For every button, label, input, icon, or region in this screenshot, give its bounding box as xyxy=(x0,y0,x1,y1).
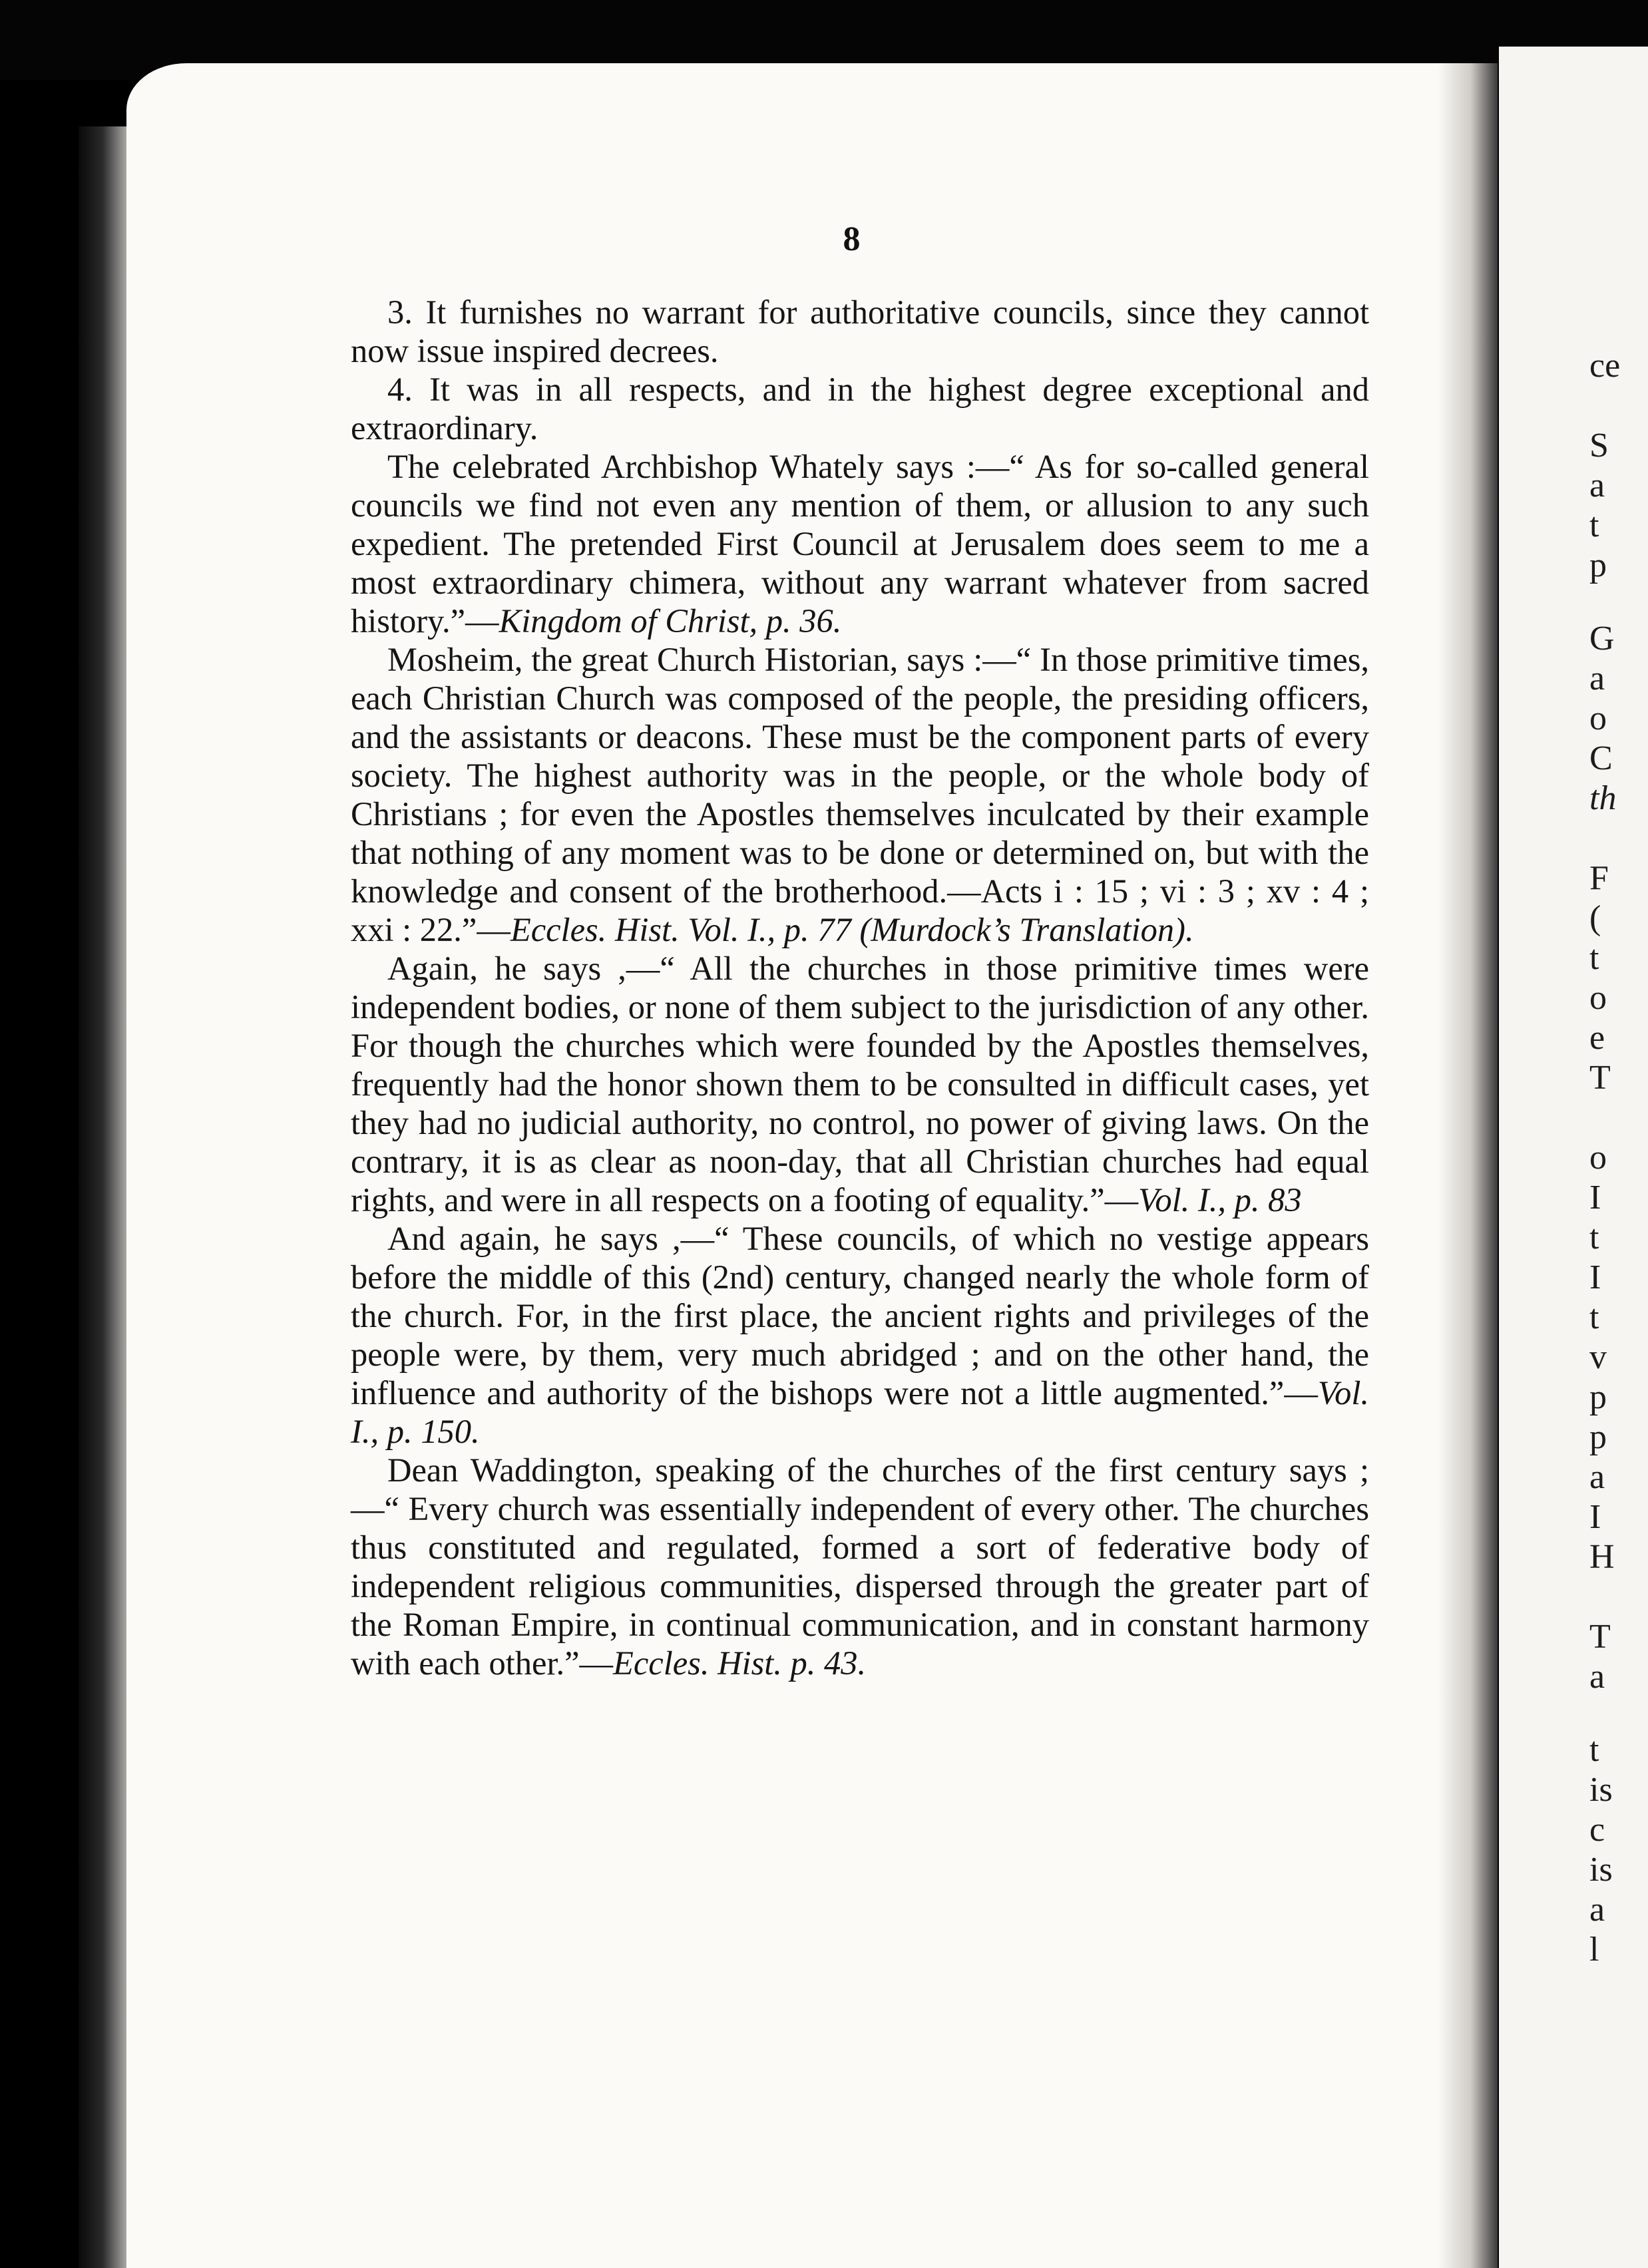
facing-page-letter: a xyxy=(1589,1891,1605,1929)
paragraph: 3. It furnishes no warrant for authoritative councils, since they cannot now issue inspired decrees. xyxy=(351,293,1369,369)
facing-page-letter: t xyxy=(1589,939,1599,977)
facing-page-letter: a xyxy=(1589,660,1605,697)
facing-page-letter: I xyxy=(1589,1258,1601,1296)
facing-page-letter: I xyxy=(1589,1179,1601,1217)
facing-page-letter: C xyxy=(1589,739,1613,777)
paragraph: Dean Waddington, speaking of the churches of the first century says ;—“ Every church was essentially independent of every other. The churches thus constituted and regulated, formed a sort of federative body of independent religious communities, dispersed through the greater part of the Roman Empire, in continual communication, and in constant harmony with each other.”—Eccles. Hist. p. 43. xyxy=(351,1451,1369,1682)
page-number: 8 xyxy=(843,220,861,258)
facing-page-letter: l xyxy=(1589,1931,1599,1969)
facing-page-letter: p xyxy=(1589,546,1607,584)
paragraph: The celebrated Archbishop Whately says :—“ As for so-called general councils we find not even any mention of them, or allusion to any such expedient. The pretended First Council at Jerusalem does seem to me a most extraordinary chimera, without any warrant whatever from sacred history.”—Kingdom of Christ, p. 36. xyxy=(351,448,1369,640)
facing-page-letter: o xyxy=(1589,979,1607,1017)
facing-page-letter: t xyxy=(1589,1219,1599,1256)
body-text xyxy=(351,293,1369,1682)
facing-page-letter: v xyxy=(1589,1338,1607,1376)
facing-page-letter: a xyxy=(1589,1658,1605,1696)
facing-page-letter: is xyxy=(1589,1851,1613,1889)
facing-page-letter: th xyxy=(1589,779,1617,817)
facing-page-letter: H xyxy=(1589,1538,1615,1576)
gutter-shadow xyxy=(1438,63,1498,2268)
facing-page-letter: e xyxy=(1589,1019,1605,1057)
facing-page-letter: S xyxy=(1589,427,1609,465)
facing-page-letter: F xyxy=(1589,859,1609,897)
paragraph: And again, he says ,—“ These councils, of which no vestige appears before the middle of this (2nd) century, changed nearly the whole form of the church. For, in the first place, the ancient rights and privileges of the people were, by them, very much abridged ; and on the other hand, the influence and authority of the bishops were not a little augmented.”—Vol. I., p. 150. xyxy=(351,1220,1369,1450)
facing-page-letter: is xyxy=(1589,1771,1613,1809)
facing-page-letter: t xyxy=(1589,1298,1599,1336)
paragraph: Again, he says ,—“ All the churches in those primitive times were independent bodies, or none of them subject to the jurisdiction of any other. For though the churches which were founded by the Apostles themselves, frequently had the honor shown them to be consulted in difficult cases, yet they had no judicial authority, no control, no power of giving laws. On the contrary, it is as clear as noon-day, that all Christian churches had equal rights, and were in all respects on a footing of equality.”—Vol. I., p. 83 xyxy=(351,950,1369,1219)
facing-page-letter: p xyxy=(1589,1418,1607,1456)
facing-page-letter: T xyxy=(1589,1059,1611,1097)
facing-page-letter: o xyxy=(1589,1139,1607,1177)
facing-page-letter: I xyxy=(1589,1498,1601,1536)
facing-page-letter: G xyxy=(1589,620,1615,658)
facing-page-letter: t xyxy=(1589,1731,1599,1769)
facing-page-letter: a xyxy=(1589,467,1605,504)
facing-page-letter: c xyxy=(1589,1811,1605,1849)
facing-page-letter: ce xyxy=(1589,347,1621,385)
facing-page-letter: a xyxy=(1589,1458,1605,1496)
facing-page-letter: p xyxy=(1589,1378,1607,1416)
paragraph: 4. It was in all respects, and in the highest degree exceptional and extraordinary. xyxy=(351,371,1369,447)
facing-page-letter: ( xyxy=(1589,899,1601,937)
facing-page-letter: T xyxy=(1589,1618,1611,1656)
facing-page-letter: t xyxy=(1589,506,1599,544)
facing-page xyxy=(1499,47,1648,2268)
facing-page-letter: o xyxy=(1589,699,1607,737)
paragraph: Mosheim, the great Church Historian, says :—“ In those primitive times, each Christian Church was composed of the people, the presiding officers, and the assistants or deacons. These must be the component parts of every society. The highest authority was in the people, or the whole body of Christians ; for even the Apostles themselves inculcated by their example that nothing of any moment was to be done or determined on, but with the knowledge and consent of the brotherhood.—Acts i : 15 ; vi : 3 ; xv : 4 ; xxi : 22.”—Eccles. Hist. Vol. I., p. 77 (Murdock’s Translation). xyxy=(351,641,1369,948)
